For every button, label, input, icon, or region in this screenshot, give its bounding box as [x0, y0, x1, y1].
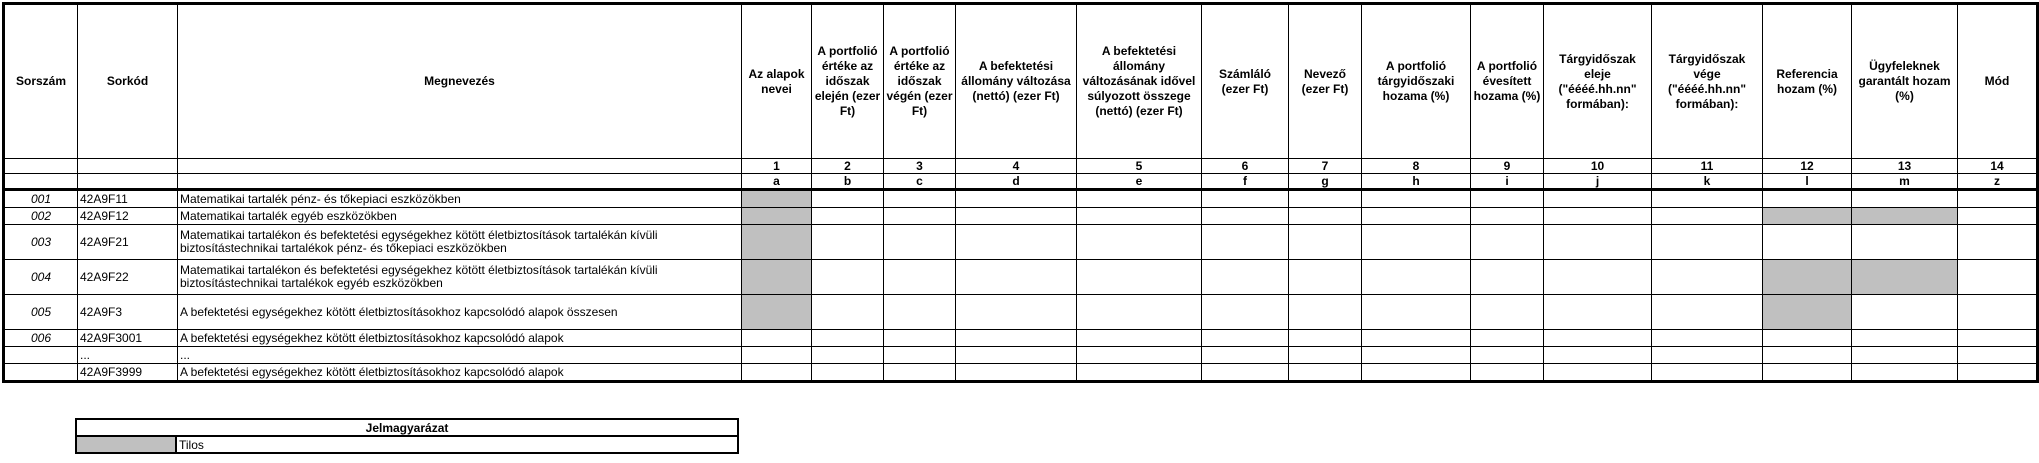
column-letter: d — [956, 174, 1077, 190]
row-sorkod: 42A9F21 — [78, 225, 178, 260]
input-cell[interactable] — [956, 225, 1077, 260]
input-cell[interactable] — [742, 364, 812, 382]
input-cell[interactable] — [1652, 364, 1763, 382]
input-cell[interactable] — [956, 260, 1077, 295]
input-cell[interactable] — [742, 330, 812, 347]
input-cell[interactable] — [1289, 364, 1362, 382]
input-cell[interactable] — [1289, 190, 1362, 208]
input-cell[interactable] — [1202, 208, 1289, 225]
column-number: 3 — [884, 159, 956, 174]
forbidden-cell — [1852, 208, 1958, 225]
forbidden-cell — [1852, 260, 1958, 295]
column-letter: f — [1202, 174, 1289, 190]
row-code: 001 — [4, 190, 78, 208]
column-number: 6 — [1202, 159, 1289, 174]
input-cell[interactable] — [884, 208, 956, 225]
column-letter: j — [1544, 174, 1652, 190]
input-cell[interactable] — [812, 225, 884, 260]
header-col-10: Tárgyidőszak eleje ("éééé.hh.nn" formában): — [1544, 4, 1652, 159]
input-cell[interactable] — [1763, 330, 1852, 347]
forbidden-cell — [1763, 208, 1852, 225]
table-row — [4, 330, 2038, 347]
input-cell[interactable] — [1763, 190, 1852, 208]
column-number: 11 — [1652, 159, 1763, 174]
input-cell[interactable] — [1763, 225, 1852, 260]
input-cell[interactable] — [1544, 225, 1652, 260]
input-cell[interactable] — [1652, 295, 1763, 330]
input-cell[interactable] — [1077, 364, 1202, 382]
header-col-3: A portfolió értéke az időszak végén (ezer Ft) — [884, 4, 956, 159]
input-cell[interactable] — [1544, 330, 1652, 347]
column-number: 13 — [1852, 159, 1958, 174]
forbidden-cell — [1763, 295, 1852, 330]
input-cell[interactable] — [956, 208, 1077, 225]
header-col-2: A portfolió értéke az időszak elején (ezer Ft) — [812, 4, 884, 159]
input-cell[interactable] — [1362, 295, 1471, 330]
input-cell[interactable] — [1852, 330, 1958, 347]
row-sorkod: 42A9F11 — [78, 190, 178, 208]
column-number: 9 — [1471, 159, 1544, 174]
column-number: 10 — [1544, 159, 1652, 174]
input-cell[interactable] — [1652, 260, 1763, 295]
input-cell[interactable] — [1852, 295, 1958, 330]
input-cell[interactable] — [1289, 225, 1362, 260]
column-letter: l — [1763, 174, 1852, 190]
header-col-1: Az alapok nevei — [742, 4, 812, 159]
row-code: 003 — [4, 225, 78, 260]
input-cell[interactable] — [1289, 208, 1362, 225]
row-name: A befektetési egységekhez kötött életbiztosításokhoz kapcsolódó alapok összesen — [178, 295, 742, 330]
input-cell[interactable] — [812, 190, 884, 208]
input-cell[interactable] — [812, 295, 884, 330]
header-col-6: Számláló (ezer Ft) — [1202, 4, 1289, 159]
header-col-12: Referencia hozam (%) — [1763, 4, 1852, 159]
input-cell[interactable] — [1763, 364, 1852, 382]
input-cell[interactable] — [1362, 347, 1471, 364]
input-cell[interactable] — [1544, 208, 1652, 225]
column-number: 8 — [1362, 159, 1471, 174]
input-cell[interactable] — [1958, 295, 2038, 330]
input-cell[interactable] — [1652, 347, 1763, 364]
input-cell[interactable] — [1077, 330, 1202, 347]
row-name: Matematikai tartalékon és befektetési egységekhez kötött életbiztosítások tartalékán kívüli biztosítástechnikai tartalékok egyéb eszközökben — [178, 260, 742, 295]
forbidden-cell — [742, 260, 812, 295]
input-cell[interactable] — [1202, 330, 1289, 347]
column-number: 4 — [956, 159, 1077, 174]
input-cell[interactable] — [1471, 364, 1544, 382]
input-cell[interactable] — [956, 190, 1077, 208]
header-col-8: A portfolió tárgyidőszaki hozama (%) — [1362, 4, 1471, 159]
header-col-13: Ügyfeleknek garantált hozam (%) — [1852, 4, 1958, 159]
input-cell[interactable] — [1544, 364, 1652, 382]
input-cell[interactable] — [1544, 260, 1652, 295]
input-cell[interactable] — [1362, 225, 1471, 260]
input-cell[interactable] — [1958, 190, 2038, 208]
table-row — [4, 364, 2038, 382]
column-letter: m — [1852, 174, 1958, 190]
header-megnevezes: Megnevezés — [178, 4, 742, 159]
forbidden-cell — [742, 208, 812, 225]
input-cell[interactable] — [1852, 190, 1958, 208]
row-sorkod: 42A9F3 — [78, 295, 178, 330]
table-row — [4, 225, 2038, 260]
input-cell[interactable] — [1544, 347, 1652, 364]
input-cell[interactable] — [1471, 190, 1544, 208]
header-col-11: Tárgyidőszak vége ("éééé.hh.nn" formában): — [1652, 4, 1763, 159]
input-cell[interactable] — [1289, 295, 1362, 330]
column-number: 14 — [1958, 159, 2038, 174]
input-cell[interactable] — [1852, 347, 1958, 364]
table-row — [4, 260, 2038, 295]
column-letter: b — [812, 174, 884, 190]
row-name: Matematikai tartalékon és befektetési egységekhez kötött életbiztosítások tartalékán kívüli biztosítástechnikai tartalékok pénz- és tőkepiaci eszközökben — [178, 225, 742, 260]
row-sorkod: 42A9F3001 — [78, 330, 178, 347]
row-code: 005 — [4, 295, 78, 330]
input-cell[interactable] — [742, 347, 812, 364]
row-sorkod: ... — [78, 347, 178, 364]
forbidden-cell — [1763, 260, 1852, 295]
input-cell[interactable] — [1652, 225, 1763, 260]
input-cell[interactable] — [1958, 347, 2038, 364]
table-row — [4, 190, 2038, 208]
input-cell[interactable] — [1471, 208, 1544, 225]
input-cell[interactable] — [812, 364, 884, 382]
input-cell[interactable] — [1077, 347, 1202, 364]
input-cell[interactable] — [1958, 260, 2038, 295]
column-letter: c — [884, 174, 956, 190]
legend-forbidden-label: Tilos — [176, 436, 738, 453]
input-cell[interactable] — [1852, 364, 1958, 382]
input-cell[interactable] — [1958, 225, 2038, 260]
input-cell[interactable] — [1471, 347, 1544, 364]
input-cell[interactable] — [1202, 260, 1289, 295]
input-cell[interactable] — [884, 347, 956, 364]
column-letter: k — [1652, 174, 1763, 190]
input-cell[interactable] — [884, 364, 956, 382]
header-col-4: A befektetési állomány változása (nettó) (ezer Ft) — [956, 4, 1077, 159]
input-cell[interactable] — [1289, 347, 1362, 364]
input-cell[interactable] — [1958, 330, 2038, 347]
row-code — [4, 364, 78, 382]
column-letter: h — [1362, 174, 1471, 190]
input-cell[interactable] — [884, 295, 956, 330]
legend — [75, 418, 739, 454]
input-cell[interactable] — [1289, 260, 1362, 295]
header-sorkod: Sorkód — [78, 4, 178, 159]
column-number-row — [4, 159, 2038, 174]
input-cell[interactable] — [1471, 295, 1544, 330]
legend-forbidden-swatch — [76, 436, 176, 453]
input-cell[interactable] — [1202, 295, 1289, 330]
input-cell[interactable] — [1362, 330, 1471, 347]
input-cell[interactable] — [956, 295, 1077, 330]
input-cell[interactable] — [884, 190, 956, 208]
forbidden-cell — [742, 295, 812, 330]
row-name: ... — [178, 347, 742, 364]
row-sorkod: 42A9F3999 — [78, 364, 178, 382]
column-number: 2 — [812, 159, 884, 174]
table-row — [4, 295, 2038, 330]
row-code: 006 — [4, 330, 78, 347]
column-letter: a — [742, 174, 812, 190]
input-cell[interactable] — [1077, 295, 1202, 330]
input-cell[interactable] — [812, 260, 884, 295]
input-cell[interactable] — [1652, 190, 1763, 208]
input-cell[interactable] — [1362, 190, 1471, 208]
column-letter: g — [1289, 174, 1362, 190]
table-row — [4, 208, 2038, 225]
input-cell[interactable] — [1362, 208, 1471, 225]
input-cell[interactable] — [1077, 260, 1202, 295]
input-cell[interactable] — [1362, 364, 1471, 382]
header-col-7: Nevező (ezer Ft) — [1289, 4, 1362, 159]
row-name: A befektetési egységekhez kötött életbiztosításokhoz kapcsolódó alapok — [178, 330, 742, 347]
input-cell[interactable] — [884, 330, 956, 347]
header-col-5: A befektetési állomány változásának idővel súlyozott összege (nettó) (ezer Ft) — [1077, 4, 1202, 159]
header-sorszam: Sorszám — [4, 4, 78, 159]
column-letter-row — [4, 174, 2038, 190]
input-cell[interactable] — [1077, 225, 1202, 260]
input-cell[interactable] — [1958, 208, 2038, 225]
input-cell[interactable] — [1202, 364, 1289, 382]
input-cell[interactable] — [1077, 190, 1202, 208]
input-cell[interactable] — [1471, 260, 1544, 295]
row-code: 004 — [4, 260, 78, 295]
input-cell[interactable] — [1362, 260, 1471, 295]
input-cell[interactable] — [884, 260, 956, 295]
row-name: Matematikai tartalék egyéb eszközökben — [178, 208, 742, 225]
column-number: 7 — [1289, 159, 1362, 174]
column-number: 5 — [1077, 159, 1202, 174]
input-cell[interactable] — [1289, 330, 1362, 347]
column-letter: z — [1958, 174, 2038, 190]
input-cell[interactable] — [1763, 347, 1852, 364]
row-code — [4, 347, 78, 364]
report-table — [2, 2, 2039, 383]
input-cell[interactable] — [1202, 347, 1289, 364]
input-cell[interactable] — [1544, 295, 1652, 330]
input-cell[interactable] — [1958, 364, 2038, 382]
legend-title: Jelmagyarázat — [76, 419, 738, 436]
input-cell[interactable] — [1652, 208, 1763, 225]
row-name: Matematikai tartalék pénz- és tőkepiaci eszközökben — [178, 190, 742, 208]
input-cell[interactable] — [1471, 225, 1544, 260]
input-cell[interactable] — [956, 330, 1077, 347]
header-col-9: A portfolió évesített hozama (%) — [1471, 4, 1544, 159]
input-cell[interactable] — [1202, 225, 1289, 260]
column-letter: i — [1471, 174, 1544, 190]
input-cell[interactable] — [1202, 190, 1289, 208]
input-cell[interactable] — [884, 225, 956, 260]
input-cell[interactable] — [812, 347, 884, 364]
input-cell[interactable] — [1471, 330, 1544, 347]
input-cell[interactable] — [1652, 330, 1763, 347]
input-cell[interactable] — [1077, 208, 1202, 225]
table-row — [4, 347, 2038, 364]
input-cell[interactable] — [956, 347, 1077, 364]
column-number: 12 — [1763, 159, 1852, 174]
input-cell[interactable] — [812, 330, 884, 347]
row-name: A befektetési egységekhez kötött életbiztosításokhoz kapcsolódó alapok — [178, 364, 742, 382]
header-col-14: Mód — [1958, 4, 2038, 159]
input-cell[interactable] — [812, 208, 884, 225]
column-letter: e — [1077, 174, 1202, 190]
input-cell[interactable] — [1544, 190, 1652, 208]
forbidden-cell — [742, 225, 812, 260]
header-row — [4, 4, 2038, 159]
forbidden-cell — [742, 190, 812, 208]
row-code: 002 — [4, 208, 78, 225]
input-cell[interactable] — [956, 364, 1077, 382]
row-sorkod: 42A9F22 — [78, 260, 178, 295]
column-number: 1 — [742, 159, 812, 174]
row-sorkod: 42A9F12 — [78, 208, 178, 225]
input-cell[interactable] — [1852, 225, 1958, 260]
